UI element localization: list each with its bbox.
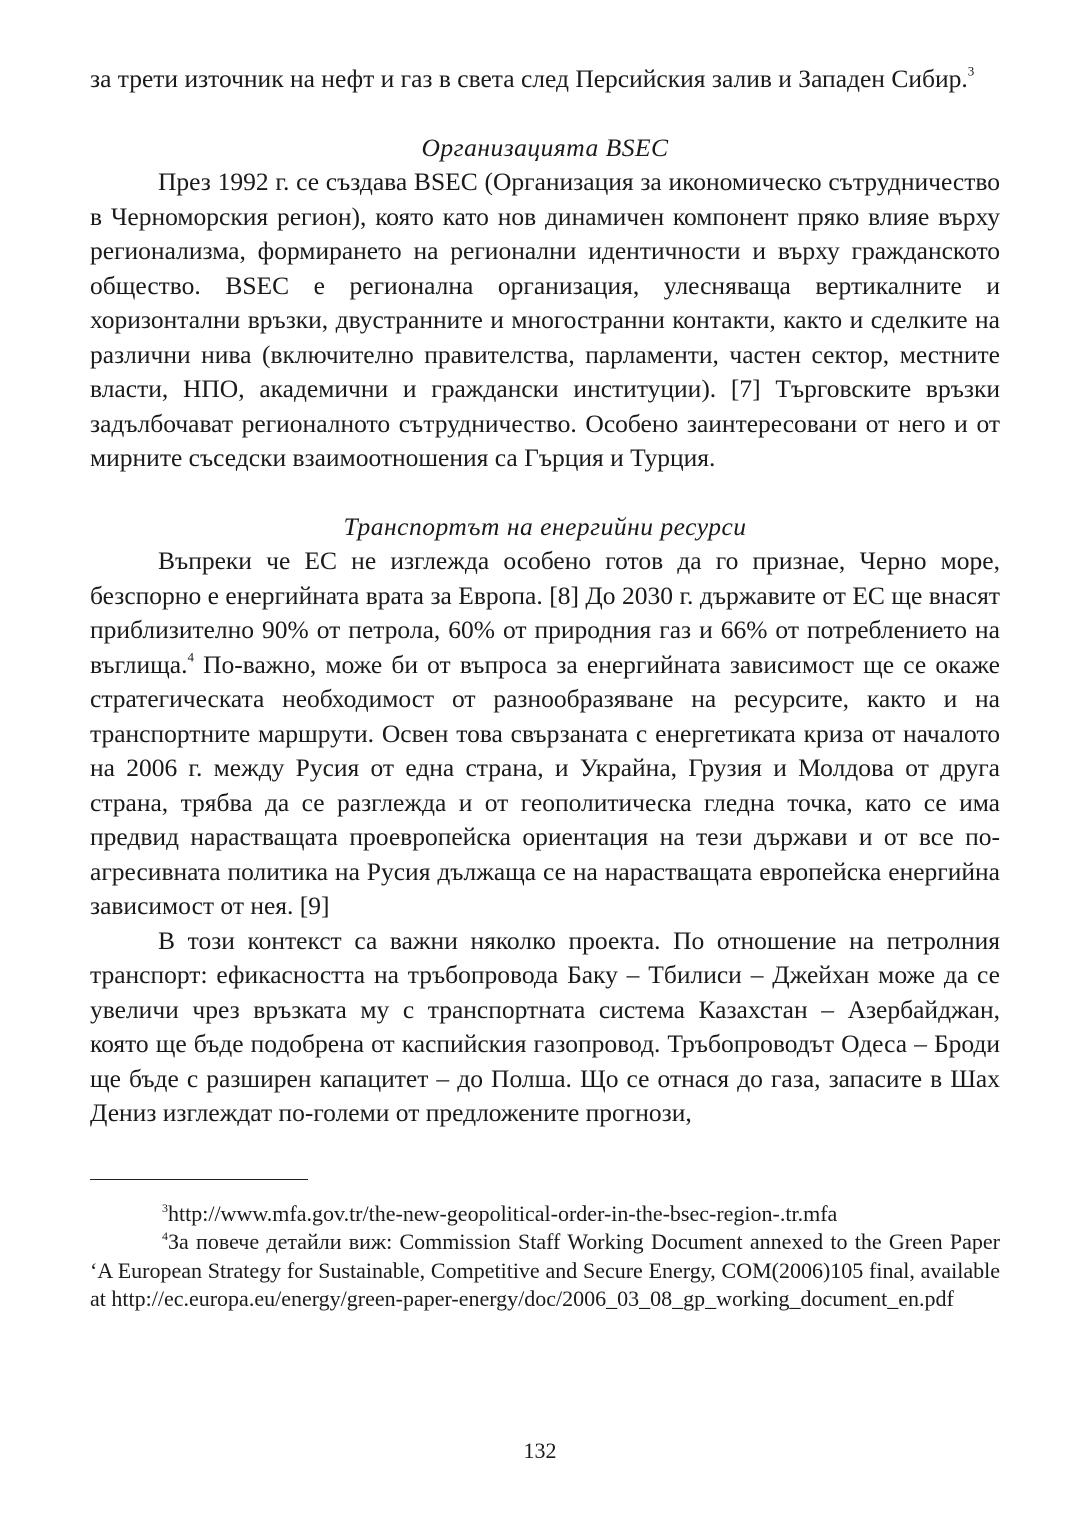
footnote-ref-3[interactable]: 3: [967, 63, 975, 79]
footnote-separator: [90, 1179, 308, 1180]
footnote-3-link[interactable]: http://www.mfa.gov.tr/the-new-geopolitical-order-in-the-bsec-region-.tr.mfa: [168, 1200, 838, 1226]
intro-paragraph: [90, 62, 1000, 97]
footnote-4: [90, 1228, 1000, 1314]
footnote-ref-4[interactable]: 4: [187, 648, 194, 664]
footnote-4-number: 4: [162, 1229, 168, 1243]
intro-text: за трети източник на нефт и газ в света след Персийския залив и Западен Сибир.: [90, 64, 968, 93]
document-page: [90, 62, 1000, 1314]
section-heading-bsec: Организацията BSEC: [421, 132, 669, 162]
bsec-paragraph: През 1992 г. се създава BSEC (Организация за икономическо сътрудничество в Черноморския регион), която като нов динамичен компонент пряко влияе върху регионализма, формирането на регионални идентичности и върху гражданското общество. BSEC е регионална организация, улесняваща вертикалните и хоризонтални връзки, двустранните и многостранни контакти, както и сделките на различни нива (включително правителства, парламенти, частен сектор, местните власти, НПО, академични и граждански институции). [7] Търговските връзки задълбочават регионалното сътрудничество. Особено заинтересовани от него и от мирните съседски взаимоотношения са Гърция и Турция.: [90, 167, 1000, 472]
footnote-4-text: За повече детайли виж: Commission Staff Working Document annexed to the Green Paper ‘A European Strategy for Sustainable, Competitive and Secure Energy, COM(2006)105 final, available at http://ec.europa.eu/energy/green-paper-energy/doc/2006_03_08_gp_working_document_en.pdf: [90, 1229, 1000, 1311]
page-number: 132: [523, 1438, 557, 1463]
section-heading-energy-transport: Транспортът на енергийни ресурси: [343, 511, 747, 541]
energy-paragraph-2: В този контекст са важни няколко проекта. По отношение на петролния транспорт: ефикасността на тръбопровода Баку – Тбилиси – Джейхан може да се увеличи чрез връзката му с транспортната система Казахстан – Азербайджан, която ще бъде подобрена от каспийския газопровод. Тръбопроводът Одеса – Броди ще бъде с разширен капацитет – до Полша. Що се отнася до газа, запасите в Шах Дениз изглеждат по-големи от предложените прогнози,: [90, 925, 1000, 1127]
footnote-3: [90, 1200, 1000, 1229]
energy-paragraph-1-part1: Въпреки че ЕС не изглежда особено готов да го признае, Черно море, безспорно е енергийната врата за Европа. [8] До 2030 г. държавите от ЕС ще внасят приблизително 90% от петрола, 60% от природния газ и 66% от потреблението на въглища.: [90, 546, 1000, 679]
footnote-3-number: 3: [162, 1200, 168, 1215]
energy-paragraph-1-part2: По-важно, може би от въпроса за енергийната зависимост ще се окаже стратегическата необходимост от разнообразяване на ресурсите, както и на транспортните маршрути. Освен това свързаната с енергетиката криза от началото на 2006 г. между Русия от една страна, и Украйна, Грузия и Молдова от друга страна, трябва да се разглежда и от геополитическа гледна точка, като се има предвид нарастващата проевропейска ориентация на тези държави и от все по-агресивната политика на Русия дължаща се на нарастващата европейска енергийна зависимост от нея. [9]: [90, 649, 1000, 920]
energy-paragraph-1: [90, 544, 1000, 924]
